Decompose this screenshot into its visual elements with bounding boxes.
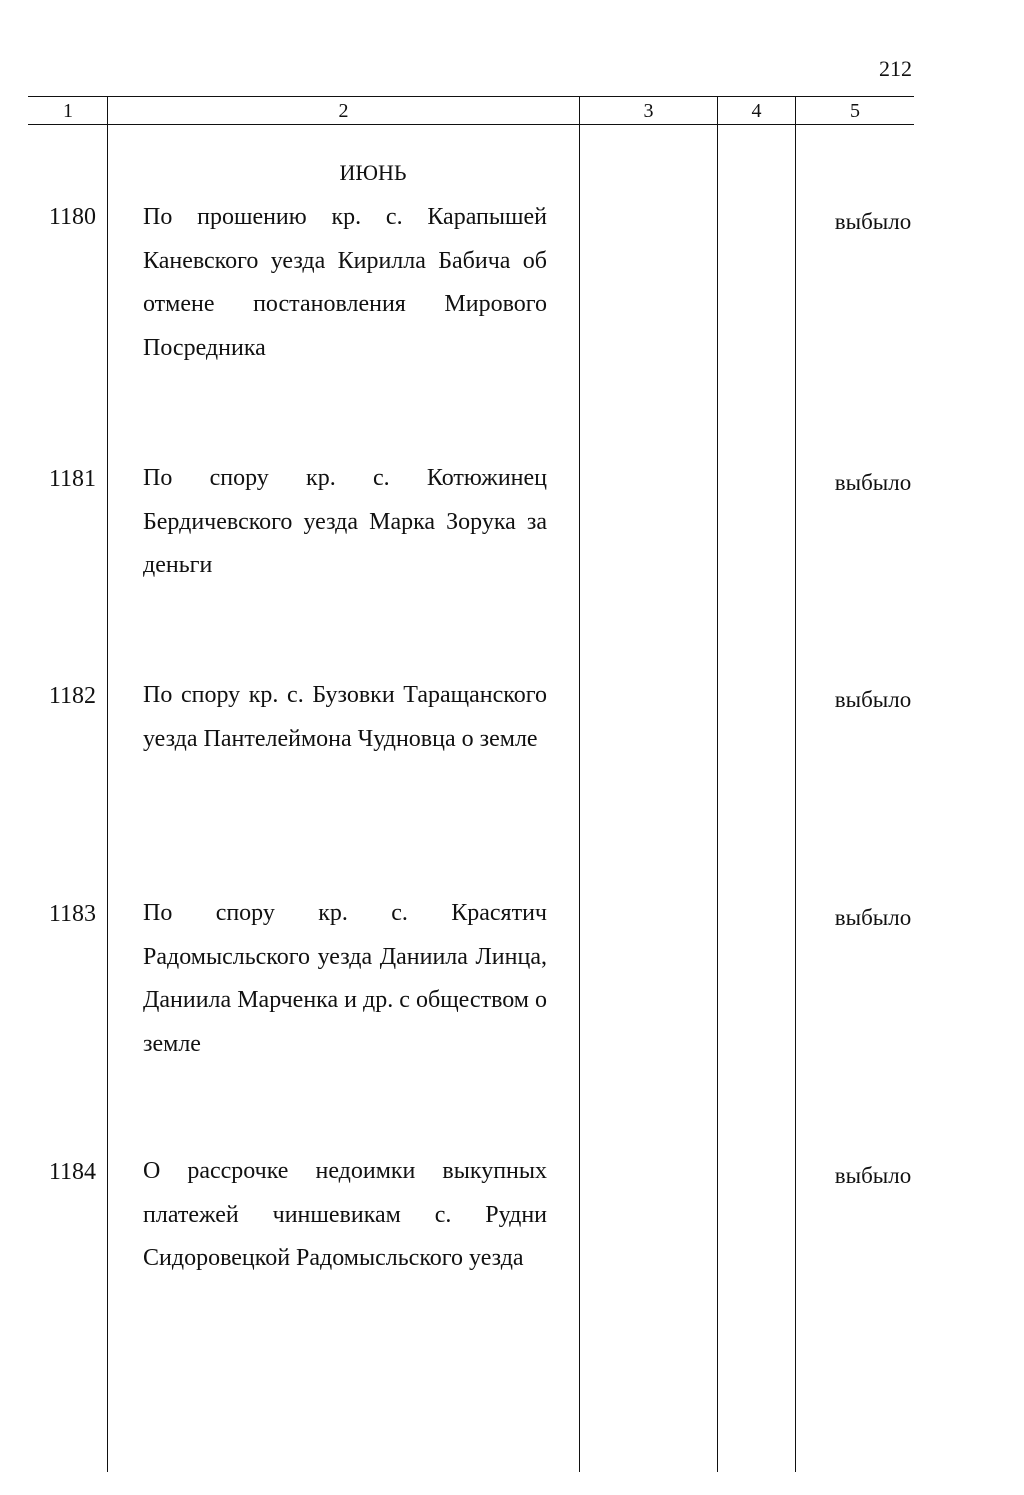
entry-number: 1184 (48, 1159, 96, 1185)
table-header-rule (28, 124, 914, 125)
entry-text: По спору кр. с. Красятич Радомысльского уезда Даниила Линца, Даниила Марченка и др. с обществом о земле (143, 900, 547, 1057)
column-divider (717, 96, 718, 1472)
column-header-4: 4 (751, 100, 762, 122)
column-header-2: 2 (338, 100, 349, 122)
column-header-5: 5 (850, 100, 860, 122)
entry-number: 1180 (48, 204, 96, 230)
entry-status: выбыло (834, 687, 912, 712)
entry-number: 1183 (48, 901, 96, 927)
entry-text: По прошению кр. с. Карапышей Каневского уезда Кирилла Бабича об отмене постановления Мирового Посредника (143, 204, 547, 361)
entry-status: выбыло (834, 209, 912, 234)
entry-text: О рассрочке недоимки выкупных платежей чиншевикам с. Рудни Сидоровецкой Радомысльского уезда (143, 1158, 547, 1271)
column-header-3: 3 (643, 100, 654, 122)
entry-number: 1182 (48, 683, 96, 709)
entry-text: По спору кр. с. Котюжинец Бердичевского уезда Марка Зорука за деньги (143, 465, 547, 578)
page-number: 212 (879, 56, 912, 81)
table-top-rule (28, 96, 914, 97)
entry-status: выбыло (834, 470, 912, 495)
column-header-1: 1 (63, 100, 73, 122)
entry-status: выбыло (834, 905, 912, 930)
month-heading: ИЮНЬ (339, 160, 407, 185)
column-divider (579, 96, 580, 1472)
entry-text: По спору кр. с. Бузовки Таращанского уезда Пантелеймона Чудновца о земле (143, 682, 547, 752)
column-divider (795, 96, 796, 1472)
column-divider (107, 96, 108, 1472)
entry-status: выбыло (834, 1163, 912, 1188)
entry-number: 1181 (48, 466, 96, 492)
